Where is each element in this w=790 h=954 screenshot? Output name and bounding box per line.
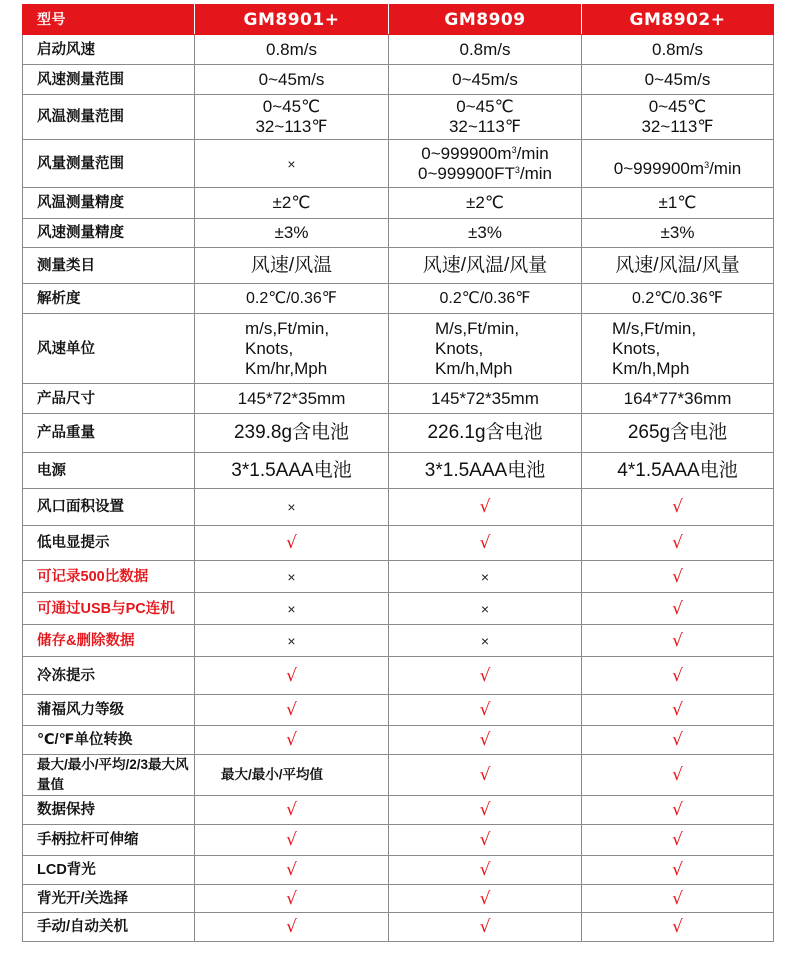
cross-mark-icon: × (287, 632, 296, 649)
cross-mark-icon: × (287, 499, 296, 515)
spec-label: 风量测量范围 (23, 140, 195, 188)
spec-value: ±3% (195, 219, 389, 248)
volume-range-ft3: $0\sim 999900FT^3/\min$ (417, 163, 553, 183)
feature-row (23, 657, 774, 695)
check-mark-icon: √ (672, 860, 683, 880)
feature-row (23, 489, 774, 526)
spec-value: 0.8m/s (195, 35, 389, 65)
spec-row-volume-range (23, 140, 774, 188)
spec-value: 145*72*35mm (195, 384, 389, 414)
check-mark-icon: √ (286, 730, 297, 750)
spec-row-temp-range (23, 95, 774, 140)
feature-label: 储存&删除数据 (23, 625, 195, 657)
spec-value: 145*72*35mm (389, 384, 582, 414)
feature-rows (23, 489, 774, 942)
feature-row (23, 755, 774, 796)
spec-row-categories (23, 248, 774, 284)
spec-label: 测量类目 (23, 248, 195, 284)
feature-value (389, 913, 582, 942)
cross-mark-icon: × (480, 632, 490, 649)
spec-label: 产品重量 (23, 414, 195, 453)
check-mark-icon: √ (286, 888, 297, 909)
check-mark-icon: √ (479, 830, 491, 850)
cross-mark-icon: × (480, 600, 490, 617)
spec-value: M/s,Ft/min, Knots, Km/h,Mph (582, 314, 774, 384)
feature-value (195, 695, 389, 726)
temp-range-f: 32~113℉ (641, 117, 714, 136)
feature-value (389, 593, 582, 625)
check-mark-icon: √ (479, 917, 491, 937)
feature-value (389, 561, 582, 593)
spec-value: 0.8m/s (389, 35, 582, 65)
cross-mark-icon: × (480, 568, 490, 585)
feature-value (195, 657, 389, 695)
spec-value: ±2℃ (389, 188, 582, 219)
spec-label: 产品尺寸 (23, 384, 195, 414)
spec-value: 0.2℃/0.36℉ (389, 284, 582, 314)
spec-value: 0.2℃/0.36℉ (582, 284, 774, 314)
feature-label: 数据保持 (23, 796, 195, 825)
check-mark-icon: √ (286, 830, 297, 850)
spec-value: ±1℃ (582, 188, 774, 219)
check-mark-icon: √ (672, 917, 683, 937)
feature-value (582, 755, 774, 796)
feature-value (389, 796, 582, 825)
feature-label: 背光开/关选择 (23, 885, 195, 913)
spec-value: 0~45m/s (582, 65, 774, 95)
check-mark-icon: √ (286, 917, 297, 937)
spec-value: 226.1g含电池 (389, 414, 582, 453)
feature-value (389, 489, 582, 526)
feature-value (389, 695, 582, 726)
feature-label: 冷冻提示 (23, 657, 195, 695)
feature-label: 可记录500比数据 (23, 561, 195, 593)
check-mark-icon: √ (286, 860, 297, 880)
spec-label: 解析度 (23, 284, 195, 314)
feature-row (23, 526, 774, 561)
spec-value: m/s,Ft/min, Knots, Km/hr,Mph (195, 314, 389, 384)
check-mark-icon: √ (672, 598, 683, 619)
spec-label: 风速测量范围 (23, 65, 195, 95)
feature-value (582, 856, 774, 885)
header-row (23, 5, 774, 35)
check-mark-icon: √ (286, 700, 297, 720)
feature-value (195, 561, 389, 593)
model-gm8902plus: GM8902+ (582, 5, 774, 35)
feature-value (582, 526, 774, 561)
feature-label: ℃/℉单位转换 (23, 726, 195, 755)
feature-value (582, 726, 774, 755)
spec-value: 0~45m/s (195, 65, 389, 95)
feature-row (23, 825, 774, 856)
check-mark-icon: √ (286, 665, 297, 686)
feature-row (23, 593, 774, 625)
feature-value (389, 856, 582, 885)
model-gm8909: GM8909 (389, 5, 582, 35)
spec-value (389, 140, 582, 188)
feature-value (389, 625, 582, 657)
feature-row (23, 695, 774, 726)
check-mark-icon: √ (479, 497, 491, 517)
spec-value: 0.8m/s (582, 35, 774, 65)
check-mark-icon: √ (672, 497, 683, 517)
spec-row-power (23, 453, 774, 489)
header-label: 型号 (23, 5, 195, 35)
feature-value (582, 913, 774, 942)
spec-value (389, 95, 582, 140)
feature-value (195, 796, 389, 825)
feature-value (582, 593, 774, 625)
spec-value: 3*1.5AAA电池 (195, 453, 389, 489)
spec-row-speed-range (23, 65, 774, 95)
spec-value: 265g含电池 (582, 414, 774, 453)
spec-row-speed-units (23, 314, 774, 384)
spec-value: 3*1.5AAA电池 (389, 453, 582, 489)
feature-value (389, 885, 582, 913)
spec-label: 电源 (23, 453, 195, 489)
check-mark-icon: √ (672, 700, 683, 720)
spec-value: 0~45m/s (389, 65, 582, 95)
spec-comparison-table (22, 4, 774, 942)
feature-value (195, 856, 389, 885)
feature-value (389, 726, 582, 755)
spec-row-size (23, 384, 774, 414)
feature-value (582, 489, 774, 526)
temp-range-c: 0~45℃ (648, 97, 707, 116)
check-mark-icon: √ (286, 533, 297, 553)
spec-row-weight (23, 414, 774, 453)
spec-row-speed-accuracy (23, 219, 774, 248)
model-gm8901plus: GM8901+ (195, 5, 389, 35)
spec-value (582, 95, 774, 140)
feature-value (195, 489, 389, 526)
check-mark-icon: √ (479, 730, 491, 750)
spec-value: 风速/风温 (195, 248, 389, 284)
check-mark-icon: √ (672, 730, 683, 750)
feature-value (195, 885, 389, 913)
check-mark-icon: √ (672, 630, 683, 651)
feature-label: 手动/自动关机 (23, 913, 195, 942)
feature-value (582, 825, 774, 856)
spec-value: ±2℃ (195, 188, 389, 219)
check-mark-icon: √ (479, 860, 491, 880)
spec-label: 风速单位 (23, 314, 195, 384)
feature-value (195, 526, 389, 561)
spec-value: 4*1.5AAA电池 (582, 453, 774, 489)
temp-range-f: 32~113℉ (448, 117, 522, 136)
spec-value (195, 140, 389, 188)
feature-row (23, 625, 774, 657)
feature-value (582, 657, 774, 695)
temp-range-c: 0~45℃ (262, 97, 321, 116)
feature-label: 蒲福风力等级 (23, 695, 195, 726)
spec-label: 风温测量精度 (23, 188, 195, 219)
check-mark-icon: √ (672, 765, 683, 785)
check-mark-icon: √ (672, 800, 683, 820)
feature-value (195, 913, 389, 942)
spec-row-temp-accuracy (23, 188, 774, 219)
feature-label: 低电显提示 (23, 526, 195, 561)
feature-label: 可通过USB与PC连机 (23, 593, 195, 625)
spec-label: 风温测量范围 (23, 95, 195, 140)
check-mark-icon: √ (672, 888, 683, 909)
feature-row (23, 885, 774, 913)
feature-value (389, 526, 582, 561)
spec-value: 239.8g含电池 (195, 414, 389, 453)
feature-value (582, 695, 774, 726)
spec-value: ±3% (389, 219, 582, 248)
feature-row (23, 796, 774, 825)
check-mark-icon: √ (479, 665, 491, 686)
spec-value: ±3% (582, 219, 774, 248)
spec-value: 0.2℃/0.36℉ (195, 284, 389, 314)
spec-value: 风速/风温/风量 (389, 248, 582, 284)
feature-value (582, 796, 774, 825)
cross-mark-icon: × (287, 600, 296, 617)
feature-value (195, 825, 389, 856)
feature-row (23, 913, 774, 942)
feature-text: 最大/最小/平均值 (221, 767, 324, 782)
check-mark-icon: √ (672, 533, 683, 553)
feature-value (195, 755, 389, 796)
feature-value (389, 825, 582, 856)
feature-value (389, 657, 582, 695)
feature-value (195, 625, 389, 657)
spec-label: 风速测量精度 (23, 219, 195, 248)
feature-row (23, 856, 774, 885)
spec-row-resolution (23, 284, 774, 314)
feature-label: LCD背光 (23, 856, 195, 885)
feature-label: 最大/最小/平均/2/3最大风量值 (23, 755, 195, 796)
check-mark-icon: √ (672, 830, 683, 850)
spec-value: 风速/风温/风量 (582, 248, 774, 284)
cross-mark: × (287, 155, 296, 172)
spec-value (195, 95, 389, 140)
feature-value (195, 593, 389, 625)
check-mark-icon: √ (672, 566, 683, 587)
feature-value (389, 755, 582, 796)
check-mark-icon: √ (479, 765, 491, 785)
feature-label: 手柄拉杆可伸缩 (23, 825, 195, 856)
spec-row-start-speed (23, 35, 774, 65)
check-mark-icon: √ (479, 800, 491, 820)
cross-mark-icon: × (287, 568, 296, 585)
check-mark-icon: √ (479, 700, 491, 720)
check-mark-icon: √ (286, 800, 297, 820)
check-mark-icon: √ (479, 888, 491, 909)
spec-value: $0\sim 999900m^3/\min$ (582, 140, 774, 188)
feature-row (23, 561, 774, 593)
spec-label: 启动风速 (23, 35, 195, 65)
feature-value (582, 561, 774, 593)
temp-range-c: 0~45℃ (456, 97, 514, 116)
check-mark-icon: √ (479, 533, 491, 553)
spec-value: M/s,Ft/min, Knots, Km/h,Mph (389, 314, 582, 384)
feature-value (582, 625, 774, 657)
feature-value (582, 885, 774, 913)
temp-range-f: 32~113℉ (255, 117, 328, 136)
volume-range-m3: $0\sim 999900m^3/\min$ (421, 143, 549, 163)
feature-label: 风口面积设置 (23, 489, 195, 526)
feature-row (23, 726, 774, 755)
check-mark-icon: √ (672, 665, 683, 686)
feature-value (195, 726, 389, 755)
spec-value: 164*77*36mm (582, 384, 774, 414)
